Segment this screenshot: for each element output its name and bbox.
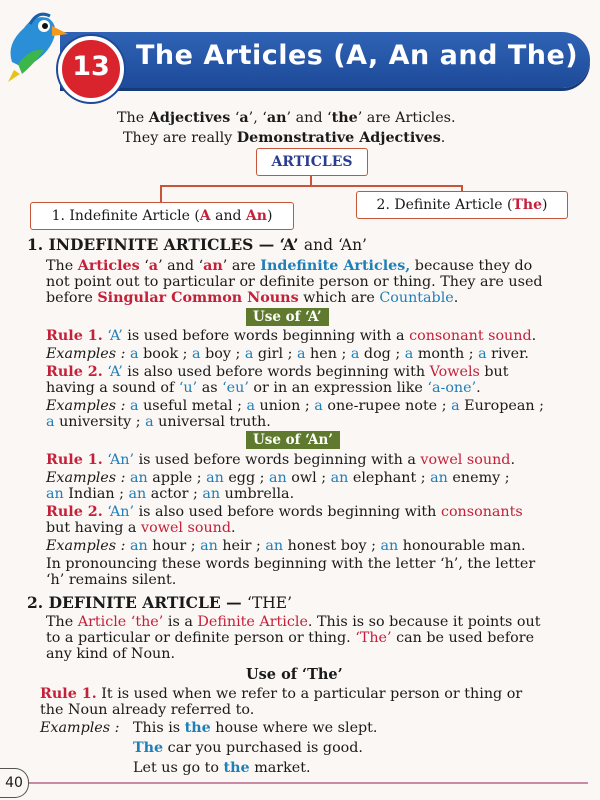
text: ‘An’ — [102, 504, 135, 520]
text: 1. Indefinite Article ( — [51, 208, 200, 224]
text: universal truth. — [153, 414, 271, 430]
text: and ‘An’ — [303, 236, 367, 254]
text: a — [192, 346, 201, 362]
text: a — [239, 110, 249, 126]
text: The — [46, 258, 78, 274]
text: ‘A’ — [102, 364, 123, 380]
section-1-heading — [27, 236, 367, 254]
text: the — [331, 110, 358, 126]
examples-an-1 — [46, 470, 510, 487]
text: a — [296, 346, 306, 362]
text: is a — [163, 614, 198, 630]
examples-a-1 — [46, 346, 529, 363]
text: 1. INDEFINITE ARTICLES — ‘A’ — [27, 235, 304, 254]
text: Vowels — [429, 364, 480, 380]
text: an — [380, 538, 399, 554]
use-of-the-heading: Use of ‘The’ — [246, 666, 343, 683]
rule-an-2-cont — [46, 520, 236, 537]
text: ’, ‘ — [248, 110, 267, 126]
text: . — [476, 380, 481, 396]
text: an — [202, 486, 221, 502]
text: a — [478, 346, 487, 362]
text: ‘ — [230, 110, 240, 126]
text: an — [269, 470, 287, 486]
text: girl ; — [253, 346, 297, 362]
example-the-3 — [133, 760, 311, 777]
text: egg ; — [223, 470, 270, 486]
chapter-number: 13 — [72, 51, 110, 82]
text: ‘THE’ — [247, 594, 293, 612]
text: ) — [266, 208, 273, 224]
text: hen ; — [305, 346, 351, 362]
chapter-banner — [60, 32, 590, 88]
text: an — [206, 470, 224, 486]
text: a — [314, 398, 323, 414]
rule-the-1-cont: the Noun already referred to. — [40, 702, 255, 718]
note-line-2: ‘h’ remains silent. — [46, 572, 177, 588]
rule-a-1 — [46, 328, 536, 345]
text: ) — [541, 197, 548, 213]
connector — [160, 185, 162, 202]
text: umbrella. — [220, 486, 295, 502]
text: Countable — [379, 290, 454, 306]
text: enemy ; — [447, 470, 510, 486]
text: a — [246, 398, 256, 414]
text: honourable man. — [398, 538, 526, 554]
text: hour ; — [147, 538, 201, 554]
sec2-para-line-2 — [46, 630, 534, 647]
text: Article ‘the’ — [77, 614, 164, 630]
rule-a-2 — [46, 364, 509, 381]
text: an — [46, 486, 64, 502]
text: a — [451, 398, 460, 414]
connector — [310, 175, 312, 185]
text: Rule 1. — [46, 328, 103, 344]
text: Articles — [77, 258, 140, 274]
text: ’ and ‘ — [158, 258, 204, 274]
text: European ; — [459, 398, 544, 414]
text: ’ are Articles. — [357, 110, 456, 126]
text: . — [440, 130, 446, 146]
sec2-para-line-3: any kind of Noun. — [46, 646, 176, 662]
text: They are really — [123, 130, 237, 146]
text: The — [46, 614, 78, 630]
text: a — [46, 414, 55, 430]
text: . — [531, 328, 537, 344]
footer-rule — [28, 782, 588, 784]
text: ‘The’ — [355, 630, 392, 646]
intro-line-2 — [123, 130, 445, 147]
text: consonant sound — [409, 328, 532, 344]
text: heir ; — [217, 538, 266, 554]
text: This is — [133, 720, 185, 736]
text: Rule 2. — [46, 504, 103, 520]
text: house where we slept. — [210, 720, 378, 736]
text: ‘a-one’ — [427, 380, 477, 396]
text: an — [330, 470, 349, 486]
text: is used before words beginning with a — [122, 328, 410, 344]
text: the — [223, 760, 250, 776]
articles-root-box — [256, 148, 368, 176]
text: but having a — [46, 520, 142, 536]
text: university ; — [54, 414, 146, 430]
bird-mascot-icon — [4, 4, 74, 84]
text: car you purchased is good. — [163, 740, 363, 756]
text: a — [350, 346, 360, 362]
connector — [160, 185, 462, 187]
text: before — [46, 290, 98, 306]
text: apple ; — [147, 470, 207, 486]
examples-an-2 — [46, 538, 526, 555]
text: a — [244, 346, 254, 362]
text: the — [184, 720, 211, 736]
text: Demonstrative Adjectives — [236, 130, 441, 146]
text: to a particular or definite person or thing. — [46, 630, 356, 646]
text: The — [117, 110, 149, 126]
text: useful metal ; — [138, 398, 247, 414]
text: Indefinite Articles, — [260, 258, 411, 274]
rule-an-2 — [46, 504, 523, 521]
text: . This is so because it points out — [307, 614, 541, 630]
text: having a sound of — [46, 380, 179, 396]
page-number: 40 — [0, 768, 29, 798]
sec1-para-line-2: not point out to particular or definite person or thing. They are used — [46, 274, 543, 290]
text: is also used before words beginning with — [134, 504, 441, 520]
example-the-1 — [133, 720, 377, 737]
sec1-para-line-3 — [46, 290, 458, 307]
text: Definite Article — [197, 614, 308, 630]
text: . — [231, 520, 236, 536]
text: Singular Common Nouns — [97, 290, 299, 306]
text: Examples : — [46, 346, 126, 362]
text: Indian ; — [63, 486, 129, 502]
text: owl ; — [286, 470, 331, 486]
text: is also used before words beginning with — [122, 364, 430, 380]
examples-a-2 — [46, 398, 544, 415]
text: actor ; — [146, 486, 203, 502]
examples-an-1-cont — [46, 486, 294, 503]
rule-an-1 — [46, 452, 515, 469]
text: month ; — [413, 346, 479, 362]
text: It is used when we refer to a particular person or thing or — [96, 686, 523, 702]
text: a — [130, 346, 139, 362]
sec1-para-line-1 — [46, 258, 532, 275]
text: an — [200, 538, 218, 554]
rule-the-1 — [40, 686, 522, 703]
text: a — [148, 258, 159, 274]
text: ‘A’ — [102, 328, 123, 344]
text: an — [266, 110, 287, 126]
text: dog ; — [359, 346, 405, 362]
text: Examples : — [46, 470, 126, 486]
text: ‘An’ — [102, 452, 135, 468]
text: ’ and ‘ — [286, 110, 332, 126]
text: 2. DEFINITE ARTICLE — — [27, 593, 248, 612]
text: ARTICLES — [271, 154, 353, 170]
indefinite-article-box — [30, 202, 294, 230]
text: Let us go to — [133, 760, 224, 776]
text: . — [510, 452, 515, 468]
text: an — [128, 486, 147, 502]
text: consonants — [440, 504, 523, 520]
example-the-2 — [133, 740, 363, 757]
text: an — [203, 258, 223, 274]
text: book ; — [138, 346, 193, 362]
text: vowel sound — [420, 452, 511, 468]
text: a — [145, 414, 154, 430]
text: ‘eu’ — [222, 380, 249, 396]
text: The — [512, 197, 542, 213]
text: The — [133, 740, 164, 756]
text: an — [430, 470, 448, 486]
text: can be used before — [391, 630, 535, 646]
use-of-an-tag: Use of ‘An’ — [246, 431, 340, 449]
text: honest boy ; — [283, 538, 381, 554]
text: a — [404, 346, 414, 362]
text: 2. Definite Article ( — [376, 197, 513, 213]
text: an — [265, 538, 284, 554]
intro-line-1 — [117, 110, 456, 127]
text: Rule 2. — [46, 364, 103, 380]
text: An — [245, 208, 267, 224]
text: is used before words beginning with a — [134, 452, 421, 468]
text: an — [130, 538, 148, 554]
examples-a-2-cont — [46, 414, 271, 431]
examples-label: Examples : — [40, 720, 120, 736]
definite-article-box — [356, 191, 568, 219]
text: Adjectives — [148, 110, 231, 126]
text: a — [130, 398, 139, 414]
use-of-a-tag: Use of ‘A’ — [246, 308, 329, 326]
sec2-para-line-1 — [46, 614, 540, 631]
text: union ; — [255, 398, 315, 414]
chapter-title: The Articles (A, An and The) — [136, 40, 579, 71]
note-line-1: In pronouncing these words beginning with the letter ‘h’, the letter — [46, 556, 536, 572]
text: boy ; — [200, 346, 245, 362]
text: river. — [486, 346, 529, 362]
rule-a-2-cont — [46, 380, 481, 397]
text: ‘ — [139, 258, 149, 274]
text: or in an expression like — [248, 380, 428, 396]
text: one-rupee note ; — [322, 398, 452, 414]
text: an — [130, 470, 148, 486]
text: A — [199, 208, 211, 224]
text: but — [479, 364, 509, 380]
text: Rule 1. — [40, 686, 97, 702]
text: Examples : — [46, 538, 126, 554]
text: as — [197, 380, 223, 396]
text: vowel sound — [141, 520, 232, 536]
text: because they do — [410, 258, 533, 274]
text: and — [210, 208, 246, 224]
text: ‘u’ — [178, 380, 198, 396]
text: ’ are — [222, 258, 261, 274]
text: Rule 1. — [46, 452, 103, 468]
text: elephant ; — [348, 470, 431, 486]
text: market. — [249, 760, 311, 776]
section-2-heading — [27, 594, 292, 612]
text: . — [453, 290, 459, 306]
text: Examples : — [46, 398, 126, 414]
text: which are — [298, 290, 380, 306]
